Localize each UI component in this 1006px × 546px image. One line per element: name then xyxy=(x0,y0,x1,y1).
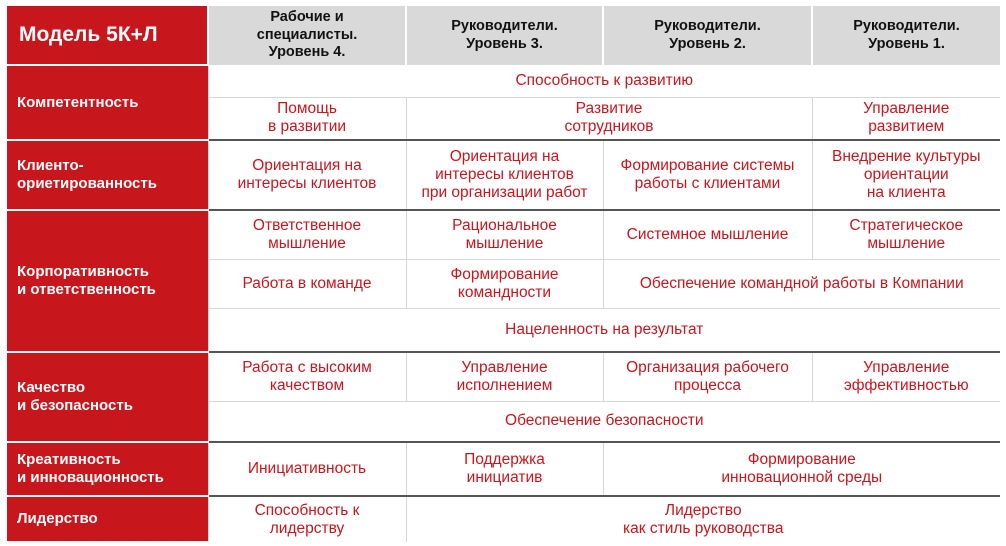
cell-line: при организации работ xyxy=(421,183,588,201)
cell-line: развитием xyxy=(868,118,945,136)
cell-line: Ориентация на xyxy=(252,157,362,175)
cell-line: Формирование xyxy=(450,265,559,283)
cell-line: инновационной среды xyxy=(721,469,883,486)
cell-line: Управление xyxy=(863,358,950,376)
category-client xyxy=(7,140,208,210)
cell-quality-l2 xyxy=(603,352,812,401)
category-leadership xyxy=(7,496,208,542)
header-level-1 xyxy=(812,6,1000,65)
table-row xyxy=(7,442,1000,496)
cell-line: Способность к развитию xyxy=(515,71,694,89)
header-line: специалисты. xyxy=(256,26,358,43)
cell-line: Помощь xyxy=(277,100,337,118)
cell-line: Формирование xyxy=(747,451,856,469)
header-line: Уровень 1. xyxy=(868,35,945,52)
cell-line: мышление xyxy=(867,234,946,252)
category-line: и инновационность xyxy=(17,469,164,486)
header-level-3 xyxy=(406,6,603,65)
category-line: Корпоративность xyxy=(17,263,149,280)
cell-line: исполнением xyxy=(456,376,553,394)
category-creativity xyxy=(7,442,208,496)
cell-quality-l4 xyxy=(208,352,406,401)
cell-line: Внедрение культуры xyxy=(832,148,981,166)
header-line: Руководители. xyxy=(654,18,761,35)
cell-line: Работа с высоким xyxy=(242,358,372,376)
cell-corp-resp-l4 xyxy=(208,210,406,259)
cell-line: Управление xyxy=(461,358,548,376)
header-level-2 xyxy=(603,6,812,65)
cell-competence-l3-l2 xyxy=(406,97,812,140)
cell-line: интересы клиентов xyxy=(237,175,377,192)
cell-creative-l3 xyxy=(406,442,603,496)
cell-corp-team-l3 xyxy=(406,259,603,308)
cell-line: ориентации xyxy=(863,166,949,184)
header-line: Уровень 4. xyxy=(268,44,346,61)
table-row xyxy=(7,352,1000,401)
header-row xyxy=(7,6,1000,65)
model-title: Модель 5К+Л xyxy=(7,6,208,65)
cell-line: Ответственное xyxy=(252,216,362,234)
cell-creative-l2-l1 xyxy=(603,442,1000,496)
header-line: Руководители. xyxy=(853,18,960,35)
cell-line: Обеспечение командной работы в Компании xyxy=(639,274,964,292)
cell-quality-l3 xyxy=(406,352,603,401)
category-competence xyxy=(7,65,208,140)
cell-line: лидерству xyxy=(269,519,345,537)
category-line: и ответственность xyxy=(17,281,156,298)
cell-corp-team-l4 xyxy=(208,259,406,308)
category-corporate xyxy=(7,210,208,352)
category-line: ориетированность xyxy=(17,175,157,192)
table-row xyxy=(7,496,1000,542)
cell-line: Обеспечение безопасности xyxy=(505,412,704,430)
cell-competence-l4 xyxy=(208,97,406,140)
header-line: Уровень 2. xyxy=(669,35,746,52)
category-line: Креативность xyxy=(17,451,121,468)
cell-leader-l4 xyxy=(208,496,406,542)
cell-corp-result-all xyxy=(208,308,1000,352)
cell-line: Нацеленность на результат xyxy=(505,320,704,338)
cell-line: сотрудников xyxy=(564,118,654,136)
header-line: Руководители. xyxy=(451,18,558,35)
cell-quality-l1 xyxy=(812,352,1000,401)
cell-line: Рациональное xyxy=(452,216,557,234)
category-line: Клиенто- xyxy=(17,157,84,174)
cell-competence-all xyxy=(208,65,1000,97)
cell-corp-resp-l1 xyxy=(812,210,1000,259)
cell-line: Способность к xyxy=(254,501,360,519)
cell-creative-l4 xyxy=(208,442,406,496)
cell-line: работы с клиентами xyxy=(634,175,781,192)
cell-corp-resp-l3 xyxy=(406,210,603,259)
cell-corp-team-l2-l1 xyxy=(603,259,1000,308)
cell-line: на клиента xyxy=(866,183,946,201)
header-line: Уровень 3. xyxy=(466,35,543,52)
category-line: Лидерство xyxy=(17,510,98,527)
cell-line: Формирование системы xyxy=(620,157,795,175)
competency-table xyxy=(7,6,1000,543)
cell-line: мышление xyxy=(268,234,346,252)
cell-line: эффективностью xyxy=(843,376,969,394)
cell-line: в развитии xyxy=(267,118,347,136)
cell-corp-resp-l2 xyxy=(603,210,812,259)
cell-line: Лидерство xyxy=(664,501,742,519)
cell-line: Развитие xyxy=(575,100,643,118)
cell-safety-all xyxy=(208,401,1000,442)
cell-line: мышление xyxy=(465,234,544,252)
cell-line: командности xyxy=(457,283,552,301)
cell-line: Организация рабочего xyxy=(626,358,789,376)
cell-line: Системное мышление xyxy=(626,225,789,243)
category-line: Качество xyxy=(17,379,86,396)
category-quality xyxy=(7,352,208,442)
cell-leader-l3-l1 xyxy=(406,496,1000,542)
cell-client-l2 xyxy=(603,140,812,210)
header-line: Рабочие и xyxy=(270,9,344,26)
cell-line: Инициативность xyxy=(247,460,367,478)
category-line: и безопасность xyxy=(17,397,133,414)
cell-line: как стиль руководства xyxy=(623,519,784,537)
table-row xyxy=(7,65,1000,97)
cell-line: Управление xyxy=(863,100,950,118)
category-line: Компетентность xyxy=(17,93,139,111)
cell-line: Стратегическое xyxy=(849,216,964,234)
cell-line: интересы клиентов xyxy=(435,166,574,184)
cell-client-l1 xyxy=(812,140,1000,210)
cell-line: Поддержка xyxy=(464,451,545,469)
cell-client-l4 xyxy=(208,140,406,210)
cell-line: инициатив xyxy=(466,469,543,486)
cell-client-l3 xyxy=(406,140,603,210)
cell-line: Работа в команде xyxy=(242,274,372,292)
header-level-4 xyxy=(208,6,406,65)
table-row xyxy=(7,210,1000,259)
cell-competence-l1 xyxy=(812,97,1000,140)
cell-line: качеством xyxy=(269,376,345,394)
cell-line: Ориентация на xyxy=(449,148,560,166)
table-row xyxy=(7,140,1000,210)
cell-line: процесса xyxy=(673,376,742,394)
